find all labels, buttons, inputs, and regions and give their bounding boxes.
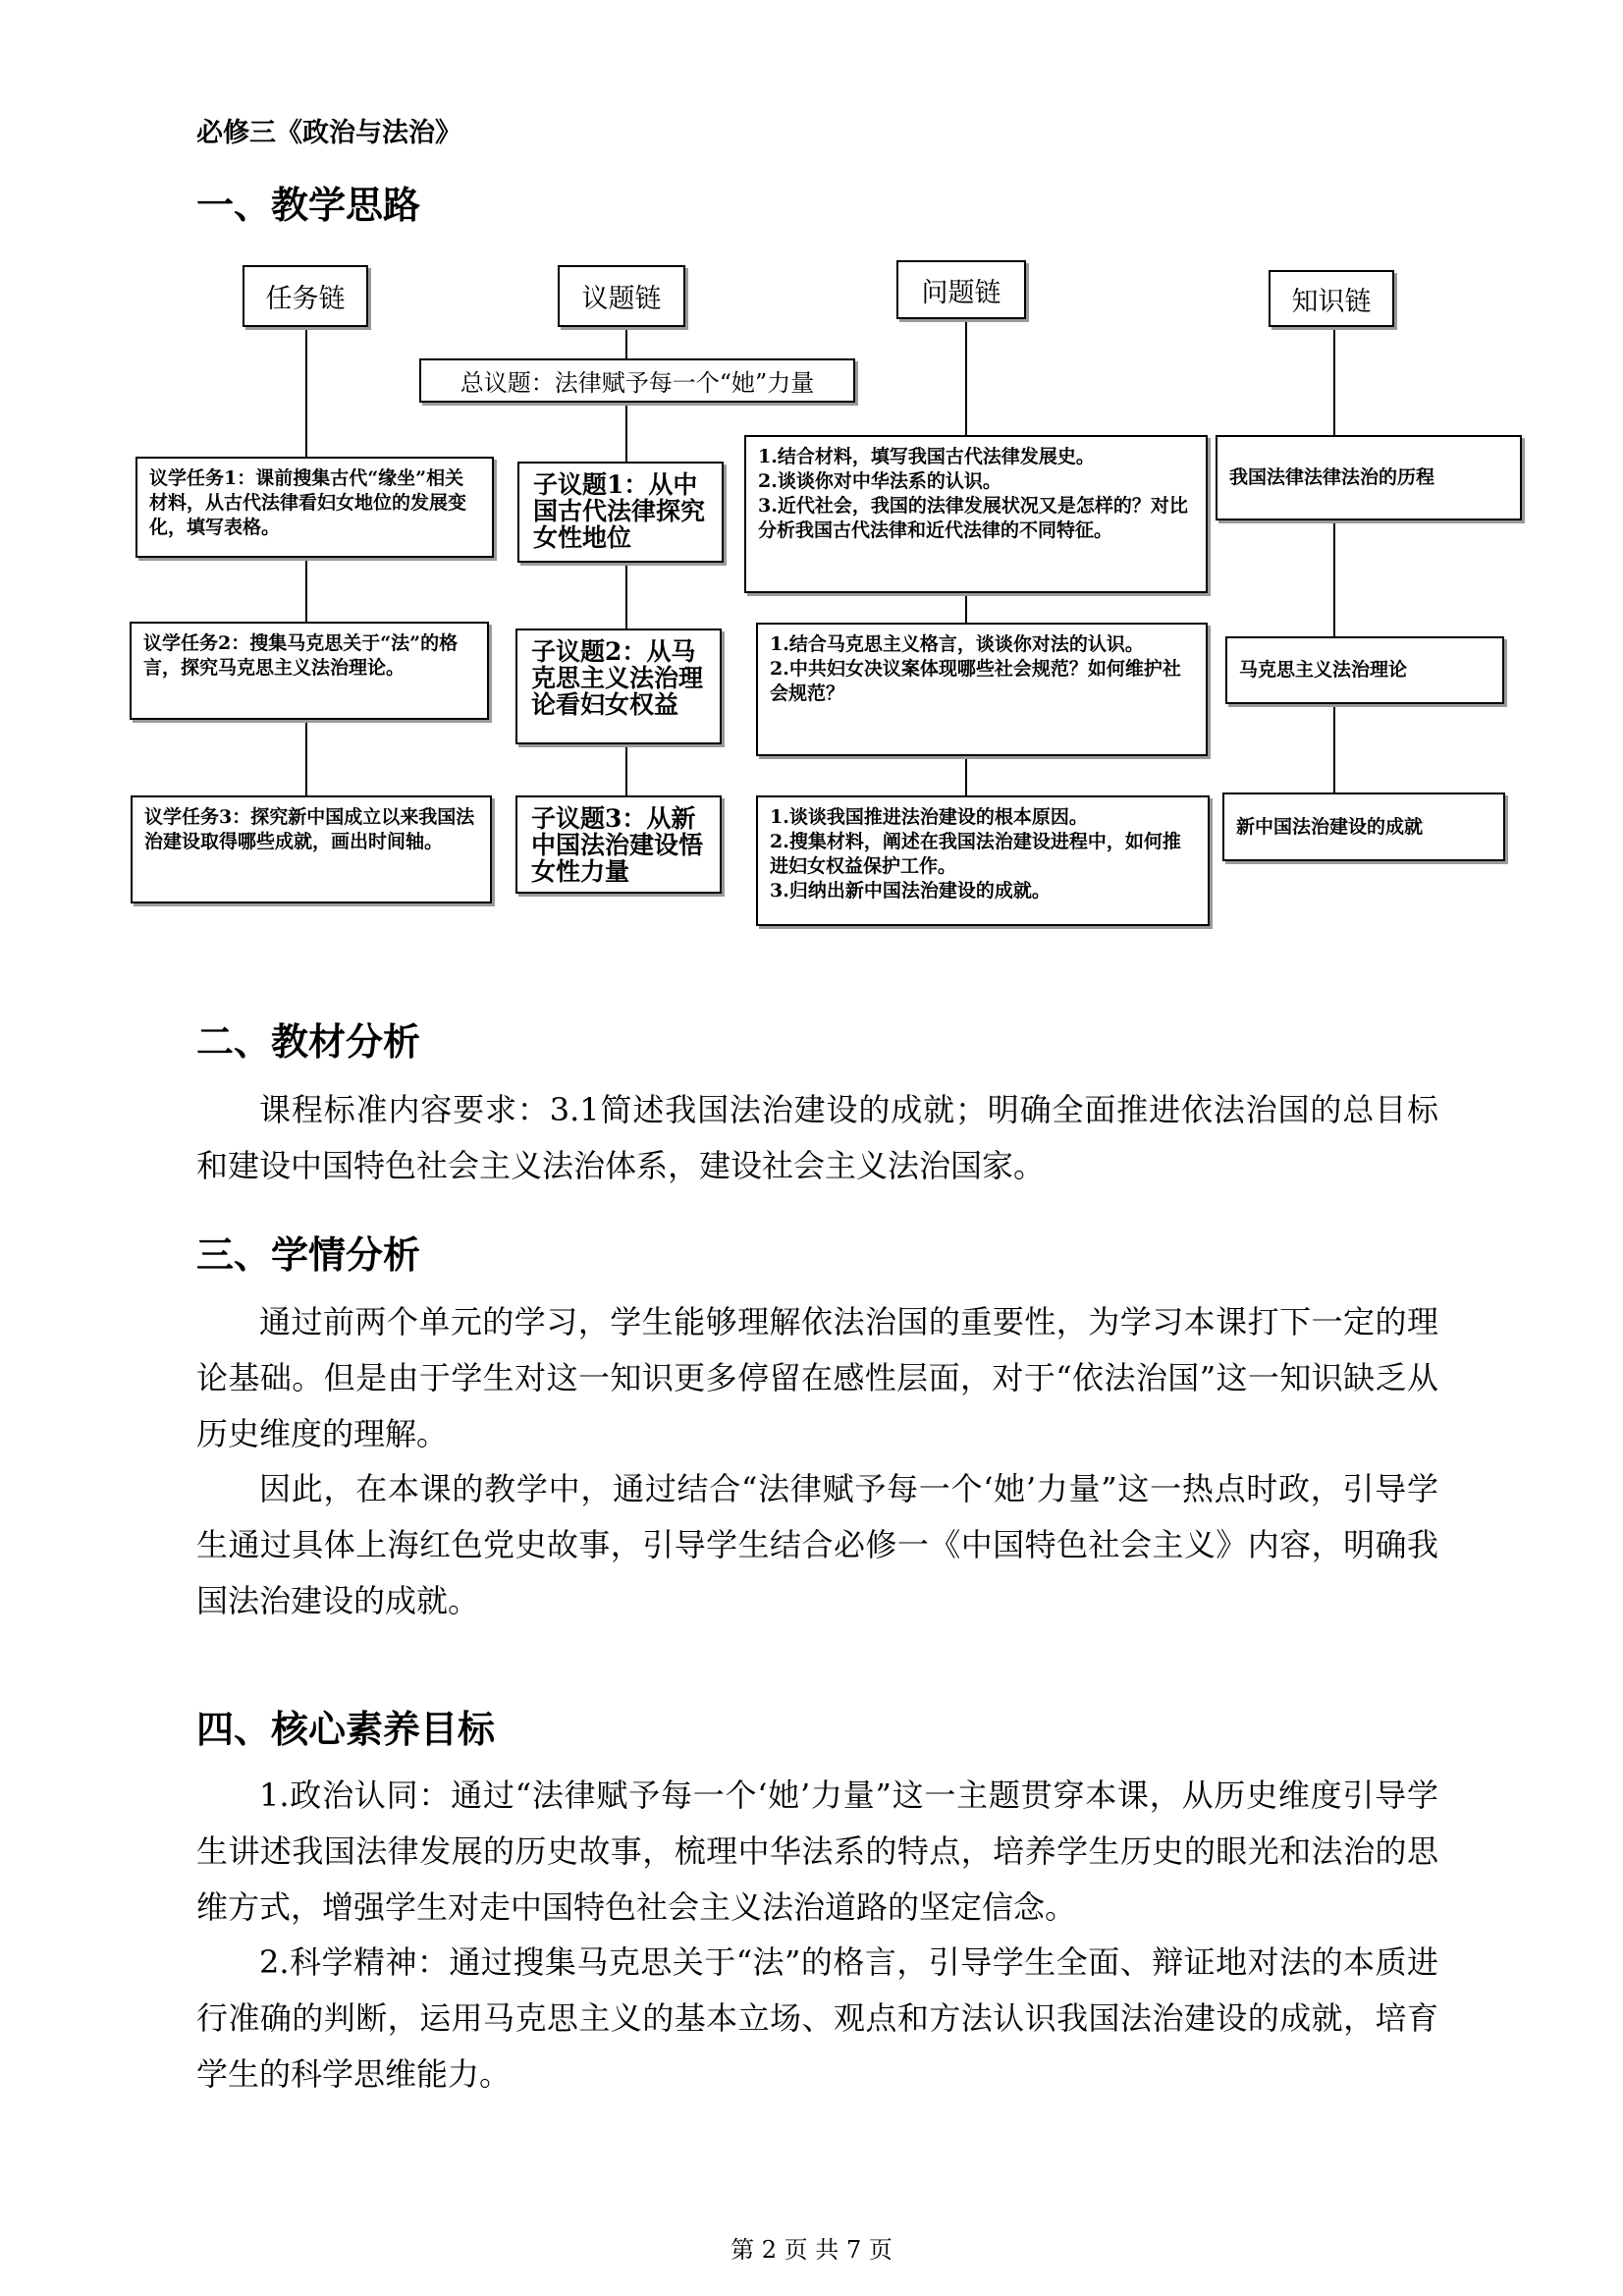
question-1-line-1: 1.结合材料，填写我国古代法律发展史。 [758, 446, 1095, 467]
paragraph-goal-scientific-spirit: 2.科学精神：通过搜集马克思关于“法”的格言，引导学生全面、辩证地对法的本质进行准确的判断，运用马克思主义的基本立场、观点和方法认识我国法治建设的成就，培育学生的科学思维能力。 [196, 1943, 1438, 2093]
subtopic-box-1: 子议题1：从中国古代法律探究女性地位 [517, 462, 724, 563]
teaching-flow-diagram [0, 0, 1623, 982]
knowledge-box-3: 新中国法治建设的成就 [1222, 793, 1505, 861]
connector-knowledge [1333, 327, 1335, 435]
connector-knowledge [1333, 704, 1335, 793]
question-3-line-1: 1.谈谈我国推进法治建设的根本原因。 [770, 806, 1088, 828]
section-heading-core-goals: 四、核心素养目标 [196, 1708, 496, 1751]
connector-task [305, 720, 307, 805]
course-title: 必修三《政治与法治》 [196, 118, 461, 148]
connector-task [305, 558, 307, 622]
section-heading-teaching-approach: 一、教学思路 [196, 184, 421, 227]
connector-topic [625, 403, 627, 462]
subtopic-box-2: 子议题2：从马克思主义法治理论看妇女权益 [515, 629, 722, 744]
header-topic-chain: 议题链 [558, 265, 685, 327]
connector-topic [625, 563, 627, 629]
question-2-line-1: 1.结合马克思主义格言，谈谈你对法的认识。 [770, 633, 1144, 655]
main-topic-box: 总议题：法律赋予每一个“她”力量 [419, 358, 855, 403]
paragraph-student-analysis-2: 因此，在本课的教学中，通过结合“法律赋予每一个‘她’力量”这一热点时政，引导学生通过具体上海红色党史故事，引导学生结合必修一《中国特色社会主义》内容，明确我国法治建设的成就。 [196, 1470, 1438, 1619]
question-box-1 [744, 435, 1208, 593]
paragraph-student-analysis-1: 通过前两个单元的学习，学生能够理解依法治国的重要性，为学习本课打下一定的理论基础。但是由于学生对这一知识更多停留在感性层面，对于“依法治国”这一知识缺乏从历史维度的理解。 [196, 1303, 1438, 1452]
question-3-line-2: 2.搜集材料，阐述在我国法治建设进程中，如何推进妇女权益保护工作。 [770, 831, 1181, 877]
paragraph-curriculum-standard: 课程标准内容要求：3.1简述我国法治建设的成就；明确全面推进依法治国的总目标和建设中国特色社会主义法治体系，建设社会主义法治国家。 [196, 1091, 1438, 1184]
subtopic-box-3: 子议题3：从新中国法治建设悟女性力量 [515, 795, 722, 894]
knowledge-box-2: 马克思主义法治理论 [1225, 636, 1504, 704]
connector-question [965, 319, 967, 435]
connector-question [965, 756, 967, 795]
header-question-chain: 问题链 [896, 260, 1026, 319]
question-1-line-2: 2.谈谈你对中华法系的认识。 [758, 470, 1001, 492]
question-box-2 [756, 623, 1208, 756]
connector-topic [625, 327, 627, 358]
task-box-3: 议学任务3：探究新中国成立以来我国法治建设取得哪些成就，画出时间轴。 [131, 795, 492, 903]
question-3-line-3: 3.归纳出新中国法治建设的成就。 [770, 880, 1051, 902]
question-1-line-3: 3.近代社会，我国的法律发展状况又是怎样的？对比分析我国古代法律和近代法律的不同特征。 [758, 495, 1188, 541]
connector-question [965, 593, 967, 623]
connector-knowledge [1333, 520, 1335, 636]
section-heading-student-analysis: 三、学情分析 [196, 1233, 421, 1277]
task-box-2: 议学任务2：搜集马克思关于“法”的格言，探究马克思主义法治理论。 [130, 622, 489, 720]
knowledge-box-1: 我国法律法律法治的历程 [1216, 435, 1522, 520]
question-2-line-2: 2.中共妇女决议案体现哪些社会规范？如何维护社会规范？ [770, 658, 1181, 704]
paragraph-goal-political-identity: 1.政治认同：通过“法律赋予每一个‘她’力量”这一主题贯穿本课，从历史维度引导学生讲述我国法律发展的历史故事，梳理中华法系的特点，培养学生历史的眼光和法治的思维方式，增强学生对走中国特色社会主义法治道路的坚定信念。 [196, 1777, 1438, 1926]
header-task-chain: 任务链 [243, 265, 368, 327]
connector-topic [625, 744, 627, 796]
task-box-1: 议学任务1：课前搜集古代“缘坐”相关材料，从古代法律看妇女地位的发展变化，填写表格。 [135, 457, 494, 558]
question-box-3 [756, 795, 1210, 926]
section-heading-textbook-analysis: 二、教材分析 [196, 1020, 421, 1064]
header-knowledge-chain: 知识链 [1269, 270, 1394, 327]
page-footer: 第 2 页 共 7 页 [730, 2236, 893, 2264]
